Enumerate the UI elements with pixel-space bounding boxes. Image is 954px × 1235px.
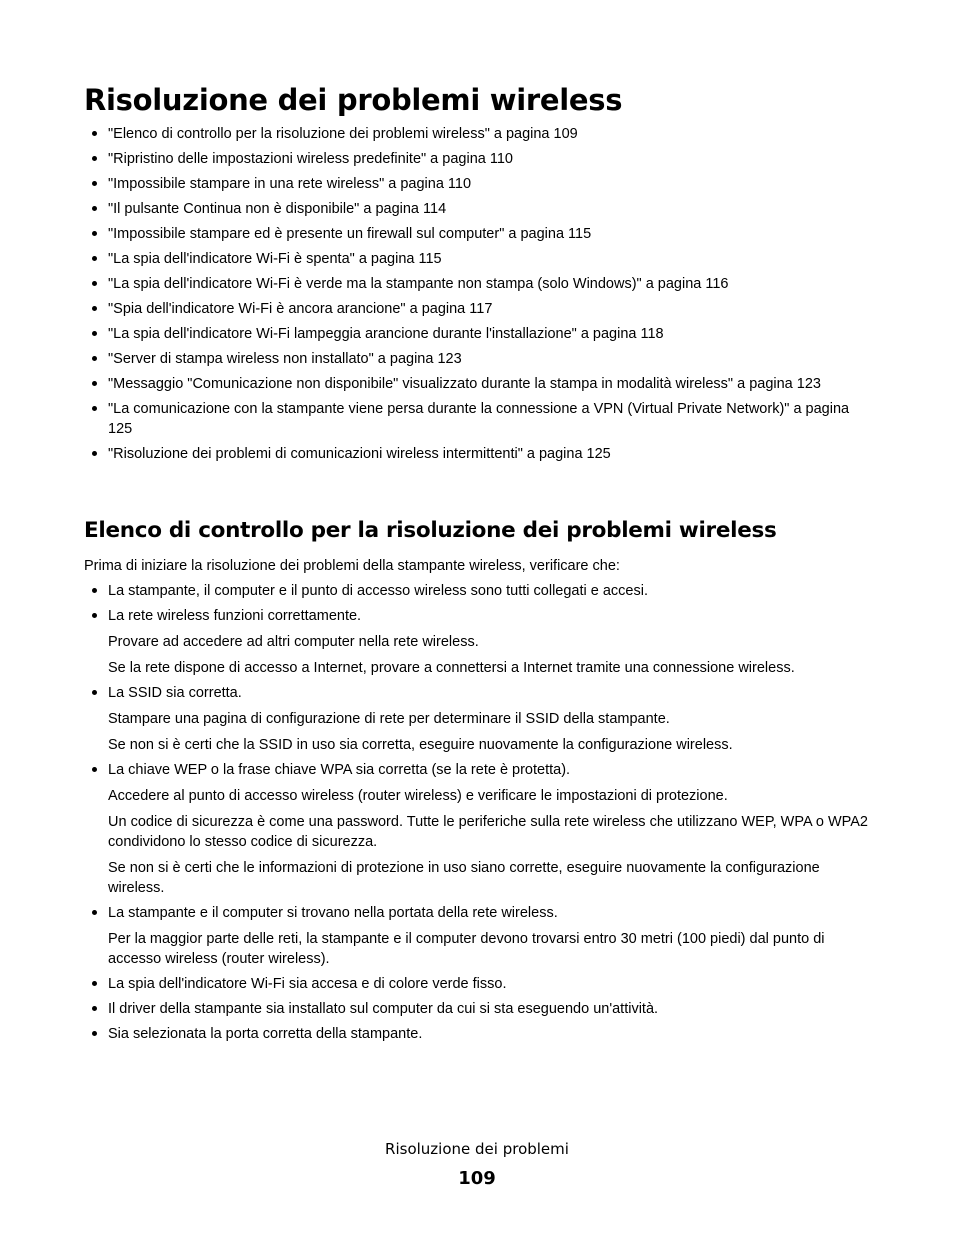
topic-link[interactable]: "La spia dell'indicatore Wi-Fi lampeggia arancione durante l'installazione" a pagina 118 (84, 324, 874, 344)
topic-link[interactable]: "Risoluzione dei problemi di comunicazioni wireless intermittenti" a pagina 125 (84, 444, 874, 464)
checklist-item-text: Sia selezionata la porta corretta della stampante. (108, 1026, 423, 1042)
topic-link[interactable]: "La spia dell'indicatore Wi-Fi è verde ma la stampante non stampa (solo Windows)" a pagina 116 (84, 274, 874, 294)
checklist-item (84, 606, 874, 678)
checklist-item-text: La spia dell'indicatore Wi-Fi sia accesa e di colore verde fisso. (108, 976, 507, 992)
checklist-item-detail: Se non si è certi che la SSID in uso sia corretta, eseguire nuovamente la configurazione wireless. (108, 737, 733, 753)
checklist-item (84, 683, 874, 755)
topic-link[interactable]: "Impossibile stampare ed è presente un firewall sul computer" a pagina 115 (84, 224, 874, 244)
topic-link[interactable]: "Spia dell'indicatore Wi-Fi è ancora arancione" a pagina 117 (84, 299, 874, 319)
checklist-item (84, 974, 874, 994)
section-heading: Elenco di controllo per la risoluzione dei problemi wireless (84, 518, 777, 543)
checklist-item-text: La rete wireless funzioni correttamente. (108, 608, 362, 624)
checklist-item-detail: Accedere al punto di accesso wireless (router wireless) e verificare le impostazioni di protezione. (108, 788, 728, 804)
topic-link[interactable]: "Server di stampa wireless non installato" a pagina 123 (84, 349, 874, 369)
topic-link[interactable]: "La comunicazione con la stampante viene persa durante la connessione a VPN (Virtual Private Network)" a pagina 125 (84, 399, 874, 439)
checklist-item-detail: Se non si è certi che le informazioni di protezione in uso siano corrette, eseguire nuovamente la configurazione wireless. (108, 860, 820, 896)
topic-link[interactable]: "La spia dell'indicatore Wi-Fi è spenta" a pagina 115 (84, 249, 874, 269)
checklist-item-text: La stampante e il computer si trovano nella portata della rete wireless. (108, 905, 558, 921)
checklist-item-detail: Provare ad accedere ad altri computer nella rete wireless. (108, 634, 479, 650)
checklist-item-text: La SSID sia corretta. (108, 685, 242, 701)
checklist-item-detail: Stampare una pagina di configurazione di rete per determinare il SSID della stampante. (108, 711, 670, 727)
topic-link[interactable]: "Elenco di controllo per la risoluzione dei problemi wireless" a pagina 109 (84, 124, 874, 144)
footer-chapter-label: Risoluzione dei problemi (385, 1140, 569, 1158)
checklist-item (84, 581, 874, 601)
topic-link[interactable]: "Messaggio "Comunicazione non disponibile" visualizzato durante la stampa in modalità wireless" a pagina 123 (84, 374, 874, 394)
topic-link[interactable]: "Ripristino delle impostazioni wireless predefinite" a pagina 110 (84, 149, 874, 169)
page-title: Risoluzione dei problemi wireless (84, 83, 623, 117)
checklist-item-text: La stampante, il computer e il punto di accesso wireless sono tutti collegati e accesi. (108, 583, 648, 599)
checklist-item-detail: Per la maggior parte delle reti, la stampante e il computer devono trovarsi entro 30 metri (100 piedi) dal punto di accesso wireless (router wireless). (108, 931, 825, 967)
topic-link-list (84, 124, 874, 469)
checklist-item-detail: Un codice di sicurezza è come una password. Tutte le periferiche sulla rete wireless che utilizzano WEP, WPA o WPA2 condividono lo stesso codice di sicurezza. (108, 814, 868, 850)
topic-link[interactable]: "Il pulsante Continua non è disponibile" a pagina 114 (84, 199, 874, 219)
checklist-item-text: Il driver della stampante sia installato sul computer da cui si sta eseguendo un'attività. (108, 1001, 659, 1017)
checklist-item (84, 903, 874, 969)
section-intro: Prima di iniziare la risoluzione dei problemi della stampante wireless, verificare che: (84, 558, 620, 574)
footer-page-number: 109 (458, 1168, 496, 1189)
checklist-item (84, 999, 874, 1019)
checklist-item (84, 1024, 874, 1044)
topic-link[interactable]: "Impossibile stampare in una rete wireless" a pagina 110 (84, 174, 874, 194)
checklist (84, 581, 874, 1049)
checklist-item-detail: Se la rete dispone di accesso a Internet, provare a connettersi a Internet tramite una connessione wireless. (108, 660, 795, 676)
checklist-item (84, 760, 874, 898)
checklist-item-text: La chiave WEP o la frase chiave WPA sia corretta (se la rete è protetta). (108, 762, 571, 778)
